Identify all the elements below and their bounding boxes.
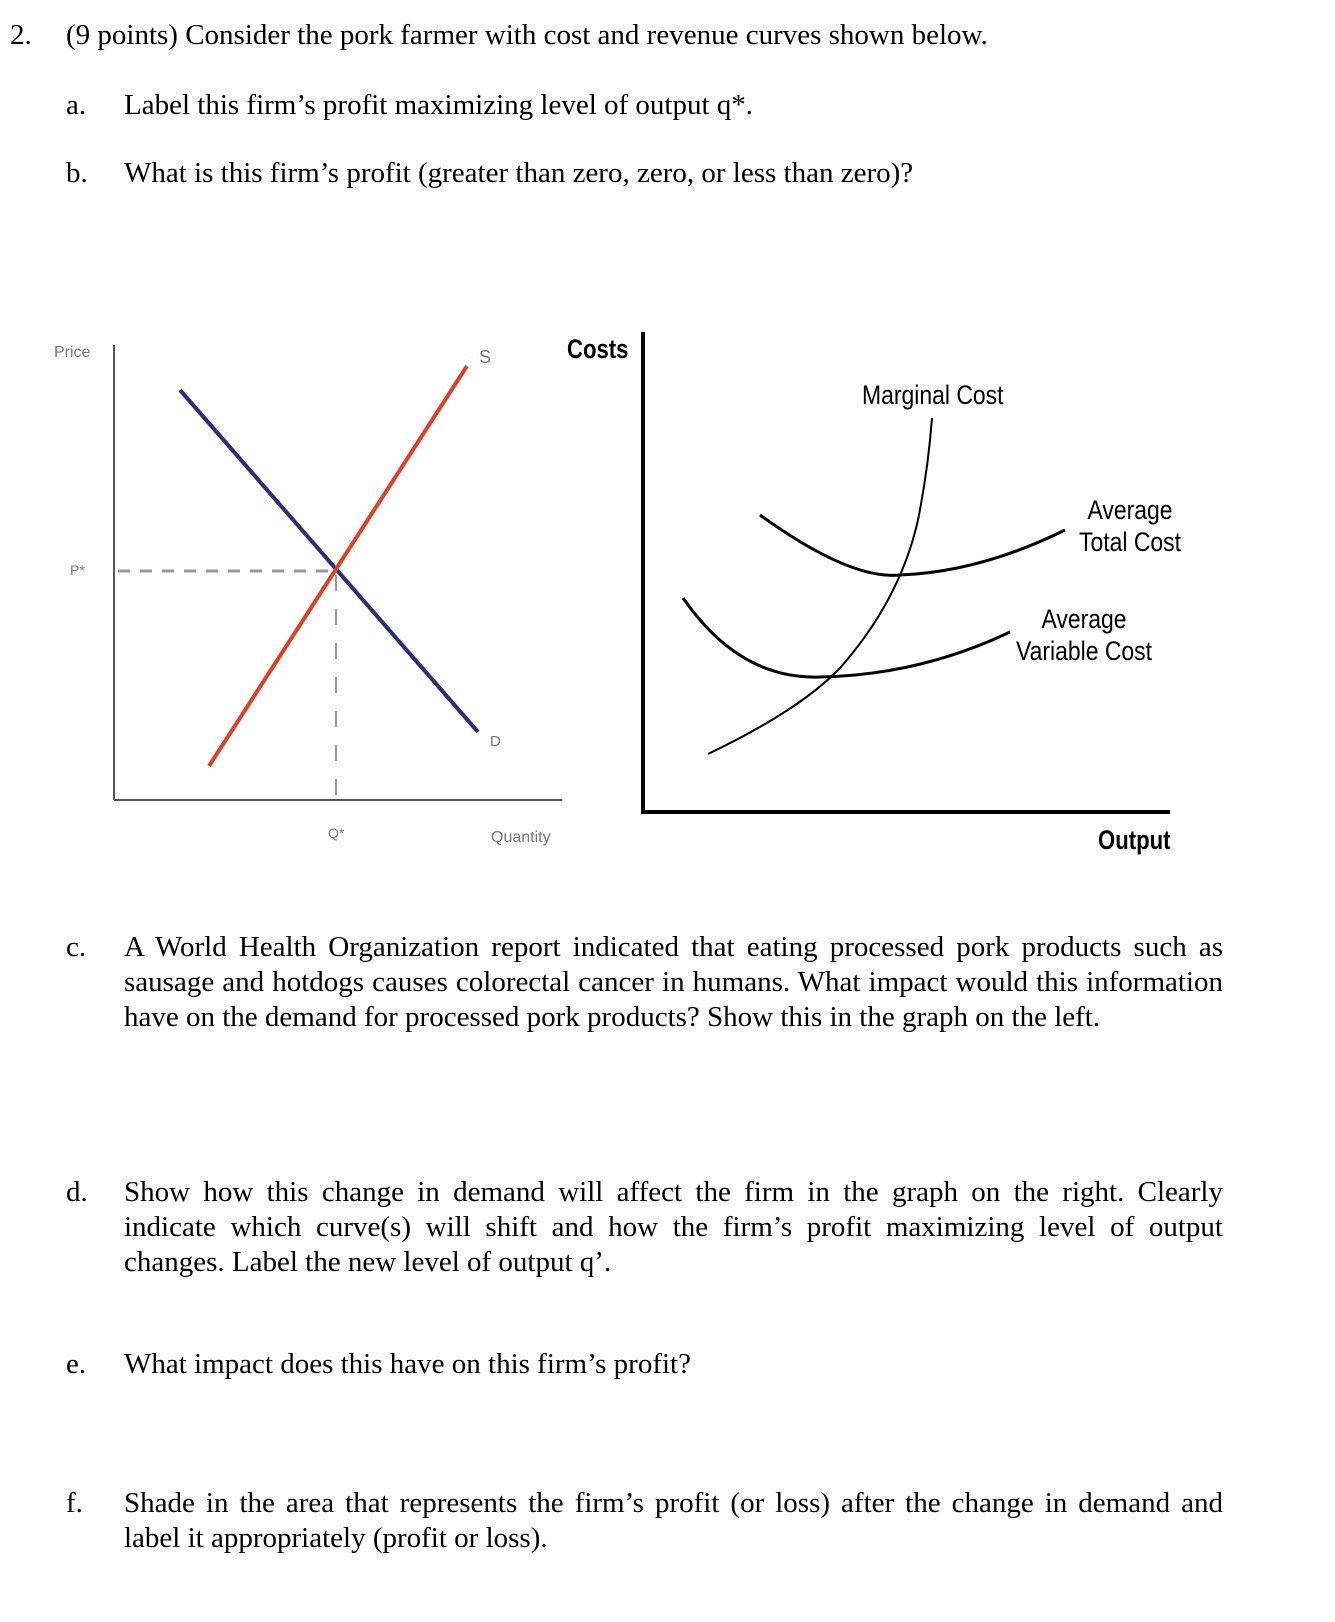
part-f-letter: f. xyxy=(66,1487,83,1519)
part-e-letter: e. xyxy=(66,1348,87,1380)
price-label: P* xyxy=(70,562,85,578)
demand-label: D xyxy=(490,733,501,750)
supply-label: S xyxy=(479,347,492,367)
market-y-label: Price xyxy=(54,344,91,361)
firm-y-label: Costs xyxy=(567,335,629,365)
atc-label-line1: Average xyxy=(1087,495,1173,526)
firm-x-label: Output xyxy=(1098,826,1171,856)
part-e-text: What impact does this have on this firm’s profit? xyxy=(124,1348,691,1380)
atc-curve xyxy=(760,515,1065,575)
question-number: 2. xyxy=(10,19,32,51)
mc-curve xyxy=(708,418,932,754)
part-a-letter: a. xyxy=(66,89,87,121)
question-intro: (9 points) Consider the pork farmer with cost and revenue curves shown below. xyxy=(66,19,988,51)
part-a-text: Label this firm’s profit maximizing level of output q*. xyxy=(124,89,754,121)
atc-label-line2: Total Cost xyxy=(1078,527,1182,558)
part-f-text: Shade in the area that represents the firm’s profit (or loss) after the change in demand and label it appropriately (profit or loss). xyxy=(124,1487,1223,1554)
part-b-letter: b. xyxy=(66,157,88,189)
part-d-letter: d. xyxy=(66,1176,88,1208)
part-c-text: A World Health Organization report indicated that eating processed pork products such as sausage and hotdogs causes colorectal cancer in humans. What impact would this information have on the demand for processed pork products? Show this in the graph on the left. xyxy=(124,931,1223,1033)
quantity-star-label: Q* xyxy=(328,825,345,841)
avc-label-line2: Variable Cost xyxy=(1015,636,1153,667)
part-b-text: What is this firm’s profit (greater than zero, zero, or less than zero)? xyxy=(124,157,914,189)
mc-label: Marginal Cost xyxy=(862,380,1004,411)
part-c-letter: c. xyxy=(66,931,87,963)
part-d-text: Show how this change in demand will affect the firm in the graph on the right. Clearly indicate which curve(s) will shift and how the firm’s profit maximizing level of output changes. Label the new level of output q’. xyxy=(124,1176,1223,1278)
market-x-label: Quantity xyxy=(491,829,551,846)
avc-curve xyxy=(683,598,1010,677)
avc-label-line1: Average xyxy=(1041,604,1127,635)
